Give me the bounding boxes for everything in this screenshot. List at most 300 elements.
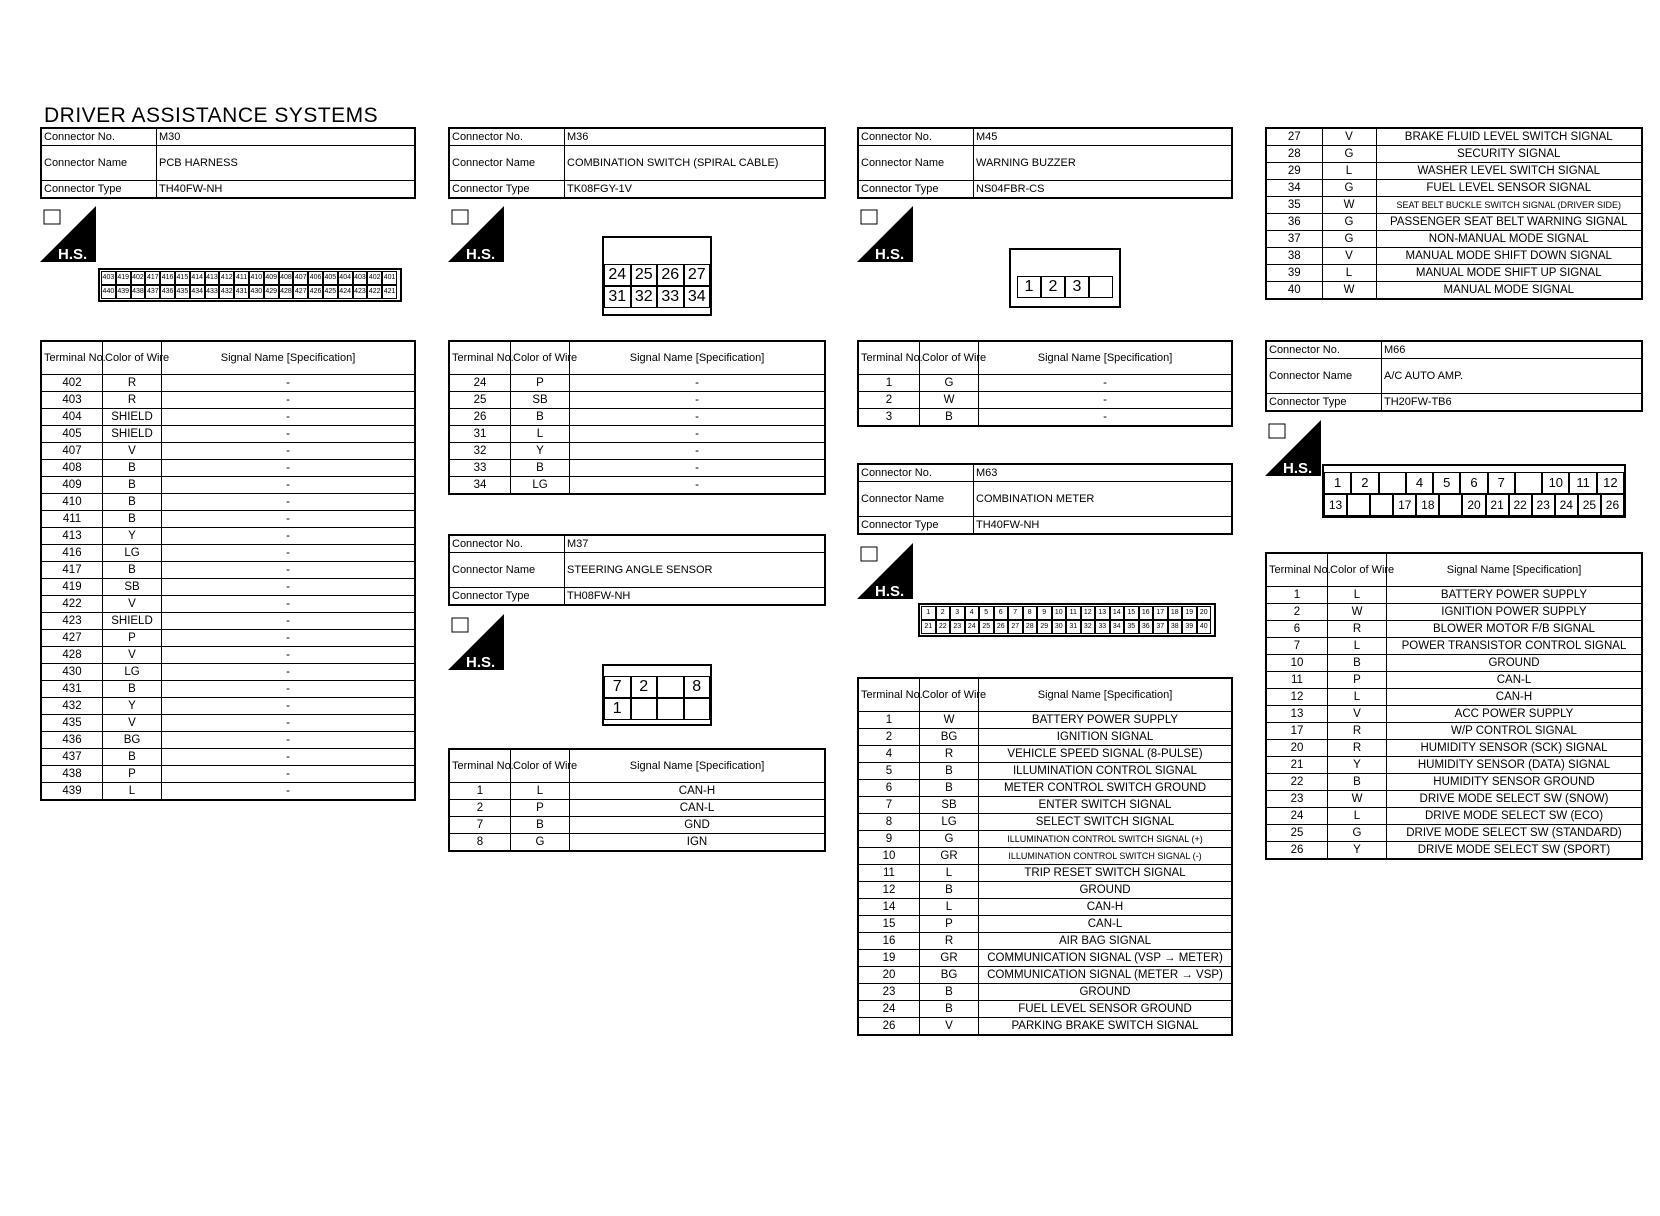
table-row bbox=[449, 409, 825, 426]
table-row bbox=[41, 392, 415, 409]
terminal-no: 10 bbox=[858, 848, 920, 865]
wire-color: V bbox=[1322, 128, 1376, 146]
signal-name: BLOWER MOTOR F/B SIGNAL bbox=[1387, 621, 1643, 638]
signal-name: ILLUMINATION CONTROL SWITCH SIGNAL (-) bbox=[979, 848, 1233, 865]
connector-pin: 23 bbox=[950, 620, 965, 634]
table-row bbox=[41, 749, 415, 766]
connector-pin: 34 bbox=[1110, 620, 1125, 634]
terminal-no: 416 bbox=[41, 545, 103, 562]
wire-color: BG bbox=[920, 967, 979, 984]
connector-pin: 7 bbox=[1488, 472, 1515, 494]
terminal-no: 24 bbox=[858, 1001, 920, 1018]
table-row bbox=[449, 477, 825, 495]
terminal-no: 428 bbox=[41, 647, 103, 664]
table-row bbox=[858, 882, 1232, 899]
info-label: Connector Type bbox=[41, 181, 157, 199]
connector-pin: 36 bbox=[1139, 620, 1154, 634]
wire-color: SB bbox=[103, 579, 162, 596]
connector-pin: 5 bbox=[1433, 472, 1460, 494]
terminal-no: 2 bbox=[858, 392, 920, 409]
terminal-no: 11 bbox=[1266, 672, 1328, 689]
table-row bbox=[41, 511, 415, 528]
signal-name: ILLUMINATION CONTROL SIGNAL bbox=[979, 763, 1233, 780]
terminal-no: 17 bbox=[1266, 723, 1328, 740]
wire-color: SHIELD bbox=[103, 613, 162, 630]
wire-color: G bbox=[920, 375, 979, 392]
signal-name: - bbox=[162, 409, 416, 426]
connector-pin: 430 bbox=[249, 285, 264, 299]
wire-color: P bbox=[103, 766, 162, 783]
terminal-no: 12 bbox=[1266, 689, 1328, 706]
connector-pin: 30 bbox=[1052, 620, 1067, 634]
terminal-no: 422 bbox=[41, 596, 103, 613]
connector-pin: 428 bbox=[279, 285, 294, 299]
info-label: Connector No. bbox=[449, 535, 565, 553]
table-row bbox=[858, 763, 1232, 780]
terminal-no: 5 bbox=[858, 763, 920, 780]
connector-pin: 8 bbox=[1023, 606, 1038, 620]
table-row bbox=[858, 984, 1232, 1001]
connector-pin: 1 bbox=[604, 698, 631, 720]
signal-name: ACC POWER SUPPLY bbox=[1387, 706, 1643, 723]
table-row bbox=[41, 698, 415, 715]
table-row bbox=[1266, 214, 1642, 231]
table-row bbox=[858, 1018, 1232, 1036]
terminal-no: 31 bbox=[449, 426, 511, 443]
wire-color: B bbox=[511, 409, 570, 426]
wire-color: BG bbox=[103, 732, 162, 749]
signal-name: TRIP RESET SWITCH SIGNAL bbox=[979, 865, 1233, 882]
connector-pin: 413 bbox=[205, 271, 220, 285]
connector-pin: 410 bbox=[249, 271, 264, 285]
table-row bbox=[41, 579, 415, 596]
terminal-no: 432 bbox=[41, 698, 103, 715]
terminal-no: 26 bbox=[449, 409, 511, 426]
table-row bbox=[1266, 706, 1642, 723]
signal-name: - bbox=[162, 494, 416, 511]
m45-terminal-table bbox=[857, 340, 1233, 427]
terminal-no: 25 bbox=[449, 392, 511, 409]
connector-pin: 29 bbox=[1037, 620, 1052, 634]
terminal-no: 7 bbox=[449, 817, 511, 834]
signal-name: - bbox=[162, 783, 416, 801]
table-row bbox=[41, 766, 415, 783]
terminal-no: 34 bbox=[449, 477, 511, 495]
table-row bbox=[1266, 825, 1642, 842]
connector-pin: 402 bbox=[367, 271, 382, 285]
terminal-no: 403 bbox=[41, 392, 103, 409]
connector-pin bbox=[631, 698, 658, 720]
wire-color: G bbox=[1322, 231, 1376, 248]
wire-color: B bbox=[920, 984, 979, 1001]
connector-pin: 32 bbox=[1081, 620, 1096, 634]
table-row bbox=[1266, 740, 1642, 757]
terminal-no: 20 bbox=[1266, 740, 1328, 757]
signal-name: CAN-L bbox=[1387, 672, 1643, 689]
harness-side-icon bbox=[40, 206, 96, 262]
signal-name: COMMUNICATION SIGNAL (METER → VSP) bbox=[979, 967, 1233, 984]
table-row bbox=[858, 712, 1232, 729]
m66-connector-face bbox=[1322, 464, 1626, 518]
signal-name: - bbox=[162, 443, 416, 460]
connector-pin bbox=[1370, 494, 1393, 516]
info-label: Connector Name bbox=[858, 482, 974, 517]
terminal-no: 29 bbox=[1266, 163, 1322, 180]
wire-color: P bbox=[920, 916, 979, 933]
terminal-no: 7 bbox=[1266, 638, 1328, 655]
wire-color: B bbox=[920, 882, 979, 899]
connector-pin: 427 bbox=[293, 285, 308, 299]
wire-color: R bbox=[920, 933, 979, 950]
wire-color: Y bbox=[1328, 842, 1387, 860]
wire-color: W bbox=[1328, 791, 1387, 808]
wire-color: G bbox=[511, 834, 570, 852]
connector-pin bbox=[1515, 472, 1542, 494]
signal-name: - bbox=[162, 749, 416, 766]
signal-name: DRIVE MODE SELECT SW (SPORT) bbox=[1387, 842, 1643, 860]
terminal-no: 14 bbox=[858, 899, 920, 916]
connector-pin: 2 bbox=[1351, 472, 1378, 494]
table-row bbox=[1266, 791, 1642, 808]
terminal-no: 12 bbox=[858, 882, 920, 899]
terminal-no: 33 bbox=[449, 460, 511, 477]
signal-name: - bbox=[162, 562, 416, 579]
table-row bbox=[41, 375, 415, 392]
info-label: Connector No. bbox=[858, 464, 974, 482]
wire-color: P bbox=[103, 630, 162, 647]
connector-pin bbox=[1439, 494, 1462, 516]
connector-pin bbox=[684, 698, 711, 720]
terminal-no: 431 bbox=[41, 681, 103, 698]
connector-pin: 17 bbox=[1153, 606, 1168, 620]
connector-pin: 19 bbox=[1182, 606, 1197, 620]
m36-info bbox=[448, 127, 826, 199]
signal-name: - bbox=[570, 460, 826, 477]
wire-color: P bbox=[511, 800, 570, 817]
table-row bbox=[1266, 146, 1642, 163]
connector-pin: 24 bbox=[1555, 494, 1578, 516]
terminal-no: 9 bbox=[858, 831, 920, 848]
connector-pin: 26 bbox=[1601, 494, 1624, 516]
terminal-no-header: Terminal No. bbox=[449, 341, 511, 375]
table-row bbox=[1266, 248, 1642, 265]
table-row bbox=[1266, 808, 1642, 825]
table-row bbox=[858, 933, 1232, 950]
wire-color: B bbox=[920, 763, 979, 780]
signal-name: IGN bbox=[570, 834, 826, 852]
harness-side-icon bbox=[857, 543, 913, 599]
connector-pin: 12 bbox=[1081, 606, 1096, 620]
table-row bbox=[1266, 282, 1642, 300]
connector-pin: 25 bbox=[631, 264, 658, 286]
connector-pin: 17 bbox=[1393, 494, 1416, 516]
table-row bbox=[1266, 231, 1642, 248]
connector-pin: 3 bbox=[950, 606, 965, 620]
terminal-no: 11 bbox=[858, 865, 920, 882]
table-row bbox=[41, 528, 415, 545]
m63-terminal-table bbox=[857, 677, 1233, 1036]
table-row bbox=[449, 426, 825, 443]
connector-pin: 414 bbox=[190, 271, 205, 285]
connector-pin: 4 bbox=[1406, 472, 1433, 494]
connector-pin: 22 bbox=[936, 620, 951, 634]
signal-name: GROUND bbox=[979, 984, 1233, 1001]
table-row bbox=[1266, 163, 1642, 180]
connector-pin: 35 bbox=[1124, 620, 1139, 634]
m30-terminal-table bbox=[40, 340, 416, 801]
connector-pin: 18 bbox=[1416, 494, 1439, 516]
connector-pin: 424 bbox=[338, 285, 353, 299]
connector-pin: 438 bbox=[131, 285, 146, 299]
wire-color: Y bbox=[1328, 757, 1387, 774]
wire-color: R bbox=[1328, 621, 1387, 638]
connector-pin: 22 bbox=[1509, 494, 1532, 516]
wire-color: L bbox=[920, 865, 979, 882]
connector-pin: 421 bbox=[382, 285, 397, 299]
wire-color: R bbox=[103, 392, 162, 409]
connector-pin: 403 bbox=[101, 271, 116, 285]
wire-color: L bbox=[1322, 163, 1376, 180]
signal-name: MANUAL MODE SHIFT DOWN SIGNAL bbox=[1376, 248, 1642, 265]
wire-color: LG bbox=[103, 545, 162, 562]
table-row bbox=[858, 967, 1232, 984]
terminal-no: 27 bbox=[1266, 128, 1322, 146]
terminal-no: 24 bbox=[449, 375, 511, 392]
connector-pin: 16 bbox=[1139, 606, 1154, 620]
terminal-no: 410 bbox=[41, 494, 103, 511]
connector-pin: 415 bbox=[175, 271, 190, 285]
svg-text:H.S.: H.S. bbox=[466, 654, 496, 671]
signal-name: - bbox=[162, 766, 416, 783]
wire-color: B bbox=[511, 460, 570, 477]
wire-color: L bbox=[1328, 638, 1387, 655]
signal-name: - bbox=[162, 545, 416, 562]
connector-pin: 33 bbox=[657, 286, 684, 308]
connector-pin: 11 bbox=[1569, 472, 1596, 494]
connector-pin: 432 bbox=[219, 285, 234, 299]
wire-color: LG bbox=[920, 814, 979, 831]
connector-pin: 417 bbox=[145, 271, 160, 285]
connector-pin bbox=[657, 698, 684, 720]
table-row bbox=[41, 494, 415, 511]
connector-pin: 431 bbox=[234, 285, 249, 299]
info-value-no: M66 bbox=[1382, 341, 1643, 359]
info-value-name: STEERING ANGLE SENSOR bbox=[565, 553, 826, 588]
table-row bbox=[858, 797, 1232, 814]
signal-name: WASHER LEVEL SWITCH SIGNAL bbox=[1376, 163, 1642, 180]
connector-pin: 405 bbox=[323, 271, 338, 285]
connector-pin: 429 bbox=[264, 285, 279, 299]
table-row bbox=[1266, 587, 1642, 604]
signal-name: GND bbox=[570, 817, 826, 834]
info-label: Connector Type bbox=[858, 181, 974, 199]
connector-pin: 4 bbox=[965, 606, 980, 620]
connector-pin: 408 bbox=[279, 271, 294, 285]
m63-connector-face bbox=[918, 603, 1216, 637]
wire-color: Y bbox=[103, 528, 162, 545]
wire-color: L bbox=[1328, 808, 1387, 825]
signal-name: AIR BAG SIGNAL bbox=[979, 933, 1233, 950]
connector-pin: 9 bbox=[1037, 606, 1052, 620]
signal-name: CAN-L bbox=[979, 916, 1233, 933]
signal-name: DRIVE MODE SELECT SW (SNOW) bbox=[1387, 791, 1643, 808]
info-value-type: TK08FGY-1V bbox=[565, 181, 826, 199]
signal-name: W/P CONTROL SIGNAL bbox=[1387, 723, 1643, 740]
wire-color-header: Color of Wire bbox=[920, 341, 979, 375]
table-row bbox=[858, 950, 1232, 967]
signal-name-header: Signal Name [Specification] bbox=[570, 749, 826, 783]
table-row bbox=[449, 800, 825, 817]
terminal-no: 413 bbox=[41, 528, 103, 545]
wire-color: L bbox=[1328, 587, 1387, 604]
info-label: Connector No. bbox=[41, 128, 157, 146]
signal-name: - bbox=[162, 698, 416, 715]
terminal-no: 40 bbox=[1266, 282, 1322, 300]
signal-name-header: Signal Name [Specification] bbox=[162, 341, 416, 375]
connector-pin: 32 bbox=[631, 286, 658, 308]
signal-name: DRIVE MODE SELECT SW (ECO) bbox=[1387, 808, 1643, 825]
terminal-no: 405 bbox=[41, 426, 103, 443]
harness-side-icon bbox=[448, 206, 504, 262]
table-row bbox=[858, 899, 1232, 916]
info-label: Connector Name bbox=[41, 146, 157, 181]
connector-pin: 401 bbox=[382, 271, 397, 285]
connector-pin: 406 bbox=[308, 271, 323, 285]
table-row bbox=[449, 817, 825, 834]
connector-pin: 2 bbox=[936, 606, 951, 620]
signal-name: COMMUNICATION SIGNAL (VSP → METER) bbox=[979, 950, 1233, 967]
connector-pin: 407 bbox=[293, 271, 308, 285]
terminal-no: 404 bbox=[41, 409, 103, 426]
wire-color: BG bbox=[920, 729, 979, 746]
signal-name: - bbox=[162, 579, 416, 596]
wire-color: G bbox=[1328, 825, 1387, 842]
svg-text:H.S.: H.S. bbox=[1283, 460, 1313, 477]
wire-color: V bbox=[1322, 248, 1376, 265]
signal-name: CAN-H bbox=[570, 783, 826, 800]
info-label: Connector Name bbox=[858, 146, 974, 181]
terminal-no: 436 bbox=[41, 732, 103, 749]
signal-name: CAN-L bbox=[570, 800, 826, 817]
table-row bbox=[1266, 757, 1642, 774]
wire-color: SHIELD bbox=[103, 409, 162, 426]
table-row bbox=[449, 392, 825, 409]
table-row bbox=[858, 1001, 1232, 1018]
connector-pin: 25 bbox=[979, 620, 994, 634]
terminal-no: 402 bbox=[41, 375, 103, 392]
info-value-no: M37 bbox=[565, 535, 826, 553]
terminal-no: 427 bbox=[41, 630, 103, 647]
signal-name: CAN-H bbox=[1387, 689, 1643, 706]
connector-pin: 1 bbox=[921, 606, 936, 620]
table-row bbox=[41, 477, 415, 494]
table-row bbox=[41, 715, 415, 732]
signal-name: - bbox=[570, 443, 826, 460]
signal-name: - bbox=[979, 409, 1233, 427]
connector-pin: 433 bbox=[205, 285, 220, 299]
wire-color: V bbox=[920, 1018, 979, 1036]
terminal-no: 28 bbox=[1266, 146, 1322, 163]
connector-pin: 422 bbox=[367, 285, 382, 299]
table-row bbox=[1266, 180, 1642, 197]
info-value-type: TH08FW-NH bbox=[565, 588, 826, 606]
connector-pin: 13 bbox=[1095, 606, 1110, 620]
connector-pin: 402 bbox=[131, 271, 146, 285]
connector-pin: 7 bbox=[604, 676, 631, 698]
table-row bbox=[858, 375, 1232, 392]
wire-color: W bbox=[1322, 197, 1376, 214]
signal-name: - bbox=[162, 647, 416, 664]
harness-side-icon bbox=[857, 206, 913, 262]
terminal-no: 423 bbox=[41, 613, 103, 630]
terminal-no: 435 bbox=[41, 715, 103, 732]
svg-text:H.S.: H.S. bbox=[58, 246, 88, 263]
wire-color: W bbox=[920, 712, 979, 729]
signal-name: - bbox=[162, 426, 416, 443]
table-row bbox=[41, 596, 415, 613]
terminal-no: 2 bbox=[1266, 604, 1328, 621]
wire-color: W bbox=[1328, 604, 1387, 621]
terminal-no: 37 bbox=[1266, 231, 1322, 248]
connector-pin: 27 bbox=[684, 264, 711, 286]
terminal-no: 408 bbox=[41, 460, 103, 477]
m30-info bbox=[40, 127, 416, 199]
connector-pin: 12 bbox=[1597, 472, 1624, 494]
signal-name-header: Signal Name [Specification] bbox=[1387, 553, 1643, 587]
terminal-no: 1 bbox=[858, 375, 920, 392]
connector-pin bbox=[657, 676, 684, 698]
m66-terminal-table bbox=[1265, 552, 1643, 860]
info-value-name: A/C AUTO AMP. bbox=[1382, 359, 1643, 394]
signal-name: PASSENGER SEAT BELT WARNING SIGNAL bbox=[1376, 214, 1642, 231]
info-value-type: TH40FW-NH bbox=[157, 181, 416, 199]
signal-name: - bbox=[570, 392, 826, 409]
signal-name: MANUAL MODE SIGNAL bbox=[1376, 282, 1642, 300]
wire-color: R bbox=[920, 746, 979, 763]
table-row bbox=[449, 375, 825, 392]
signal-name: IGNITION SIGNAL bbox=[979, 729, 1233, 746]
table-row bbox=[1266, 621, 1642, 638]
signal-name: - bbox=[162, 732, 416, 749]
signal-name-header: Signal Name [Specification] bbox=[570, 341, 826, 375]
connector-pin: 10 bbox=[1542, 472, 1569, 494]
wire-color: G bbox=[1322, 214, 1376, 231]
info-label: Connector No. bbox=[858, 128, 974, 146]
wire-color: B bbox=[103, 681, 162, 698]
connector-pin: 11 bbox=[1066, 606, 1081, 620]
signal-name: VEHICLE SPEED SIGNAL (8-PULSE) bbox=[979, 746, 1233, 763]
info-value-no: M63 bbox=[974, 464, 1233, 482]
table-row bbox=[449, 783, 825, 800]
info-label: Connector No. bbox=[1266, 341, 1382, 359]
signal-name: - bbox=[162, 528, 416, 545]
signal-name: ENTER SWITCH SIGNAL bbox=[979, 797, 1233, 814]
wire-color: P bbox=[511, 375, 570, 392]
wire-color: L bbox=[511, 426, 570, 443]
table-row bbox=[41, 613, 415, 630]
terminal-no: 21 bbox=[1266, 757, 1328, 774]
signal-name: GROUND bbox=[1387, 655, 1643, 672]
signal-name: - bbox=[162, 596, 416, 613]
m30-connector-face bbox=[98, 268, 402, 302]
connector-pin: 39 bbox=[1182, 620, 1197, 634]
connector-pin: 28 bbox=[1023, 620, 1038, 634]
connector-pin: 26 bbox=[657, 264, 684, 286]
wire-color: B bbox=[103, 562, 162, 579]
connector-pin: 2 bbox=[631, 676, 658, 698]
signal-name: - bbox=[570, 477, 826, 495]
info-value-name: COMBINATION METER bbox=[974, 482, 1233, 517]
